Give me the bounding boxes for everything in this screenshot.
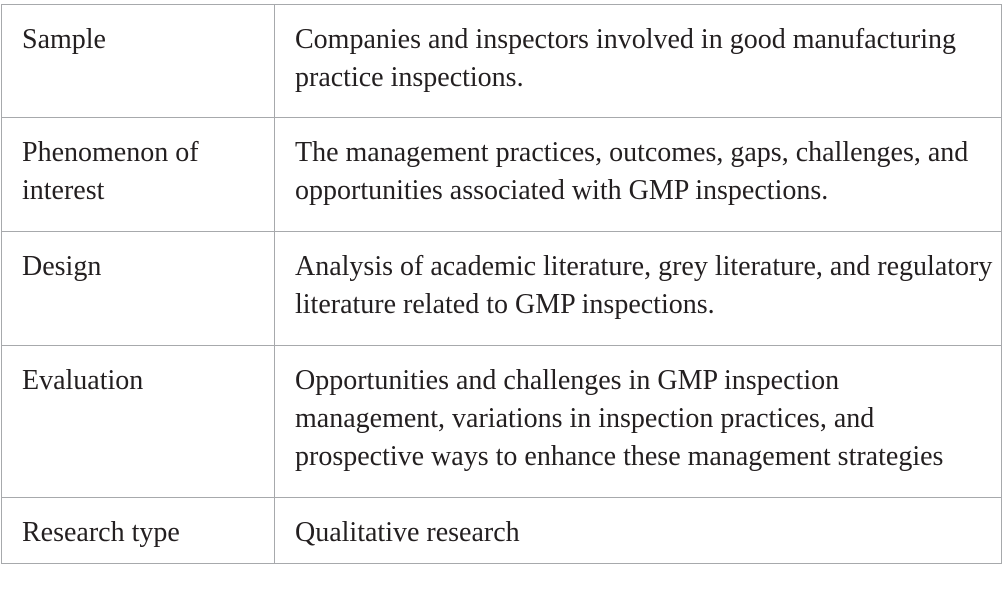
table-row-sample: [2, 5, 1002, 118]
row-value: The management practices, outcomes, gaps, challenges, and opportunities associated with GMP inspections.: [275, 118, 1002, 232]
row-label: Research type: [2, 498, 275, 564]
table-row-evaluation: [2, 346, 1002, 498]
row-value: Opportunities and challenges in GMP inspection management, variations in inspection practices, and prospective ways to enhance these management strategies: [275, 346, 1002, 498]
row-label: Design: [2, 232, 275, 346]
table-row-research-type: [2, 498, 1002, 564]
spider-framework-table: [1, 4, 1002, 564]
row-value: Companies and inspectors involved in good manufacturing practice inspections.: [275, 5, 1002, 118]
row-label: Evaluation: [2, 346, 275, 498]
row-value: Analysis of academic literature, grey literature, and regulatory literature related to GMP inspections.: [275, 232, 1002, 346]
table-row-design: [2, 232, 1002, 346]
table-row-phenomenon-of-interest: [2, 118, 1002, 232]
row-value: Qualitative research: [275, 498, 1002, 564]
row-label: Sample: [2, 5, 275, 118]
row-label: Phenomenon of interest: [2, 118, 275, 232]
